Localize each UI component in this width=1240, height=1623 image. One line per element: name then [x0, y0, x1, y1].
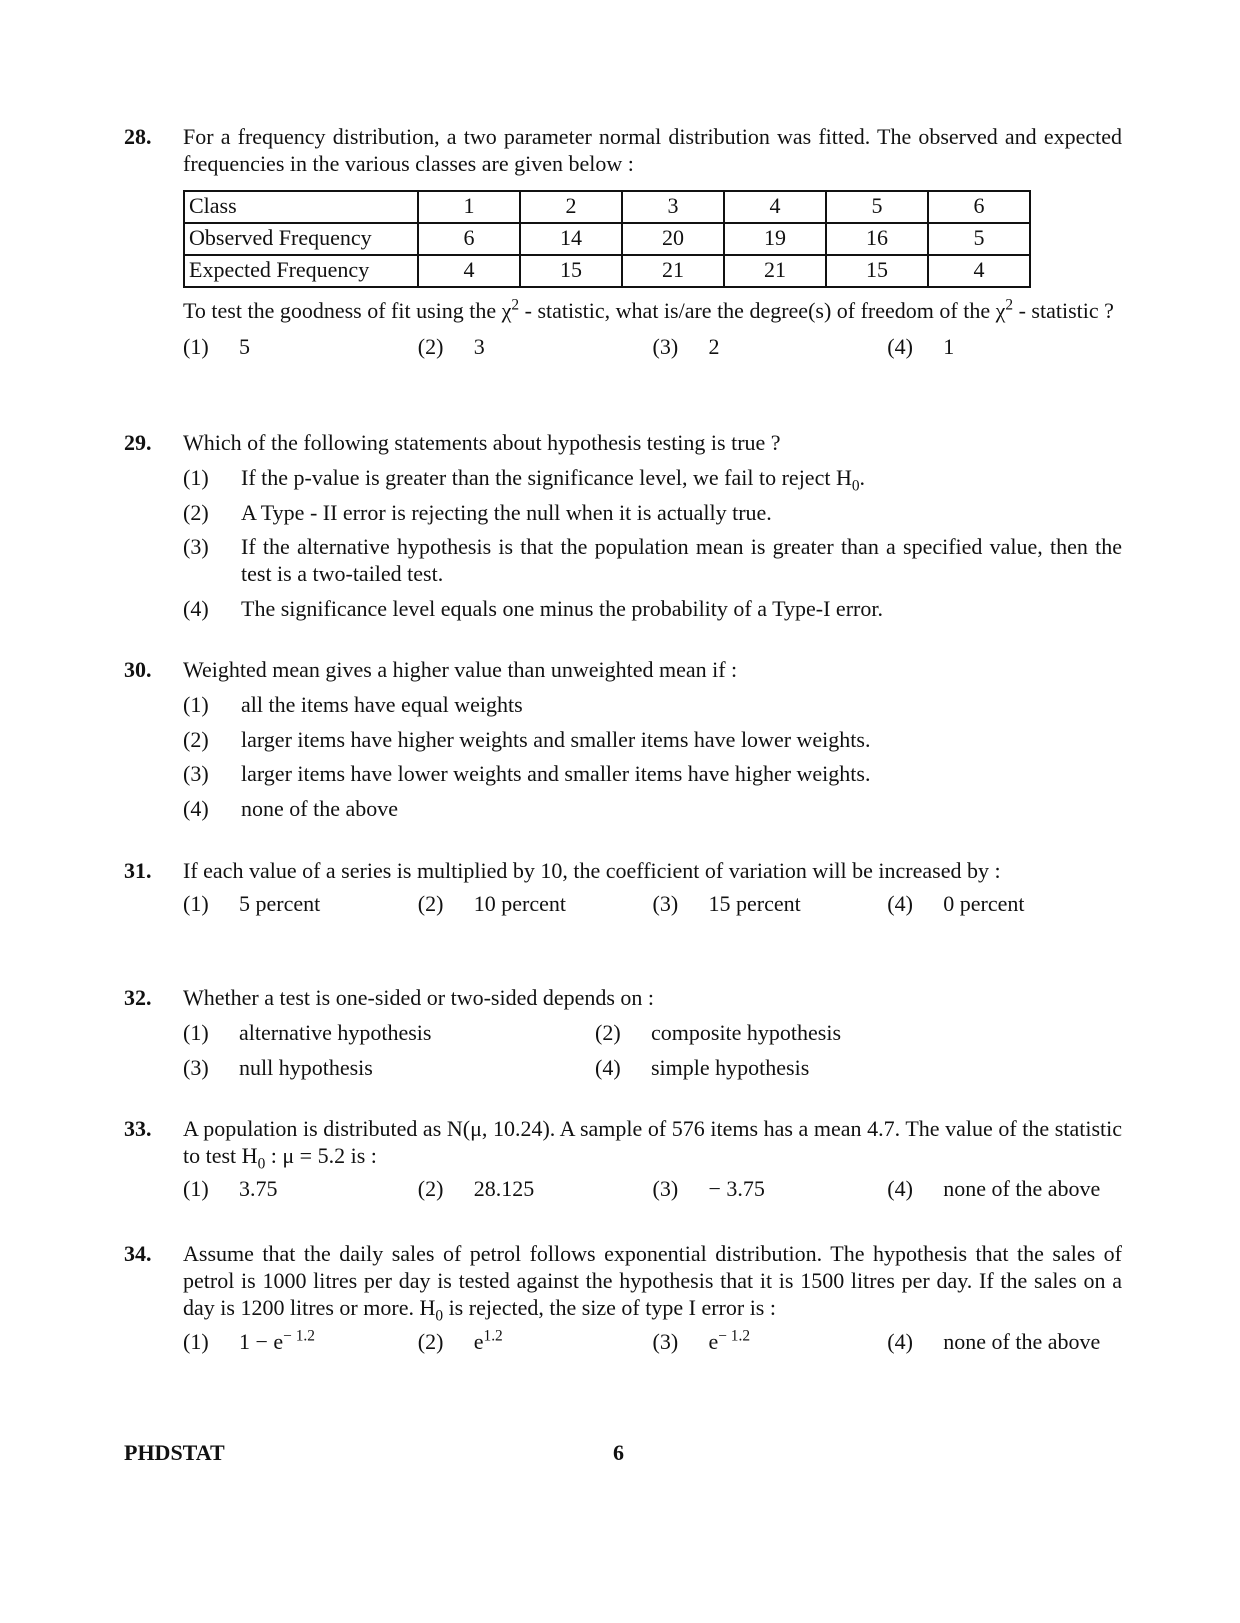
- superscript: − 1.2: [283, 1328, 315, 1346]
- text-segment: A population is distributed as N(μ, 10.24). A sample of 576 items has a mean 4.7. The value of the statistic to test H: [183, 1116, 1122, 1168]
- question-31: [124, 858, 1122, 918]
- option-text: 3: [473, 334, 485, 360]
- question-number: 30.: [124, 657, 152, 682]
- text-segment: none of the above: [943, 1329, 1101, 1355]
- option-text: 0 percent: [943, 890, 1025, 916]
- superscript: 1.2: [483, 1328, 503, 1346]
- option-4[interactable]: [183, 796, 1122, 823]
- text-segment: is rejected, the size of type I error is :: [443, 1294, 776, 1320]
- option-text: 5 percent: [239, 890, 321, 916]
- row-label: Observed Frequency: [184, 223, 418, 255]
- option-number: (1): [183, 1175, 209, 1201]
- option-number: (3): [183, 1054, 209, 1080]
- question-number: 31.: [124, 858, 152, 883]
- option-number: (3): [652, 334, 679, 360]
- option-4[interactable]: [183, 596, 1122, 623]
- option-number: (4): [887, 1175, 913, 1201]
- text-segment: : μ = 5.2 is :: [265, 1142, 377, 1168]
- option-number: (2): [417, 334, 444, 360]
- option-number: (2): [183, 726, 209, 752]
- option-3[interactable]: [183, 761, 1122, 788]
- option-number: (1): [183, 691, 209, 717]
- option-number: (1): [183, 464, 209, 490]
- option-number: (1): [183, 890, 209, 916]
- option-text: 28.125: [473, 1175, 535, 1201]
- option-2[interactable]: [418, 891, 653, 918]
- table-cell: 20: [622, 223, 724, 255]
- option-number: (1): [183, 1329, 209, 1355]
- question-34: [124, 1241, 1122, 1356]
- option-number: (2): [417, 1329, 444, 1355]
- option-number: (2): [417, 1175, 444, 1201]
- text-segment: - statistic, what is/are the degree(s) of freedom of the χ: [519, 297, 1006, 323]
- option-text: none of the above: [943, 1175, 1101, 1201]
- option-number: (4): [183, 796, 209, 822]
- subscript: 0: [257, 1155, 266, 1173]
- option-4[interactable]: [887, 1329, 1122, 1356]
- option-3[interactable]: [183, 534, 1122, 588]
- text-segment: To test the goodness of fit using the χ: [183, 297, 512, 323]
- table-cell: 21: [724, 255, 826, 287]
- options-row: [183, 1055, 1122, 1082]
- option-number: (3): [652, 890, 679, 916]
- option-number: (4): [887, 334, 913, 360]
- text-segment: - statistic ?: [1013, 297, 1114, 323]
- table-cell: 4: [418, 255, 520, 287]
- text-segment: e: [473, 1329, 484, 1355]
- subscript: 0: [851, 477, 860, 495]
- question-text: Which of the following statements about hypothesis testing is true ?: [183, 430, 781, 455]
- option-text: 15 percent: [708, 890, 801, 916]
- text-segment: If the p-value is greater than the significance level, we fail to reject H: [241, 464, 852, 490]
- option-2[interactable]: [418, 1176, 653, 1203]
- question-28: [124, 124, 1122, 361]
- table-cell: 4: [724, 191, 826, 223]
- option-1[interactable]: [183, 1329, 418, 1356]
- option-3[interactable]: [653, 334, 888, 361]
- option-number: (3): [652, 1329, 679, 1355]
- row-label: Class: [184, 191, 418, 223]
- option-3[interactable]: [653, 1176, 888, 1203]
- question-text: For a frequency distribution, a two parameter normal distribution was fitted. The observed and expected frequencies in the various classes are given below :: [183, 124, 1122, 176]
- option-number: (1): [183, 334, 209, 360]
- option-3[interactable]: [183, 1055, 595, 1082]
- table-row: [184, 223, 1030, 255]
- table-cell: 5: [928, 223, 1030, 255]
- option-text: [239, 1329, 315, 1356]
- option-number: (4): [887, 1329, 913, 1355]
- table-cell: 15: [826, 255, 928, 287]
- option-4[interactable]: [595, 1055, 1007, 1082]
- text-segment: 1 − e: [239, 1329, 284, 1355]
- option-3[interactable]: [653, 1329, 888, 1356]
- question-text: [183, 1241, 1122, 1325]
- option-1[interactable]: [183, 464, 1122, 495]
- superscript: 2: [1005, 296, 1014, 314]
- options-row: [183, 1176, 1122, 1203]
- table-cell: 14: [520, 223, 622, 255]
- option-text: − 3.75: [708, 1175, 765, 1201]
- options-row: [183, 1020, 1122, 1047]
- option-text: The significance level equals one minus the probability of a Type-I error.: [241, 596, 883, 622]
- option-3[interactable]: [653, 891, 888, 918]
- option-text: larger items have higher weights and smaller items have lower weights.: [241, 726, 871, 752]
- option-2[interactable]: [418, 1329, 653, 1356]
- option-text: none of the above: [241, 796, 398, 822]
- table-row: [184, 255, 1030, 287]
- option-4[interactable]: [887, 334, 1122, 361]
- subscript: 0: [435, 1307, 444, 1325]
- superscript: 2: [511, 296, 520, 314]
- table-cell: 2: [520, 191, 622, 223]
- option-text: 3.75: [239, 1175, 278, 1201]
- superscript: − 1.2: [718, 1328, 751, 1346]
- option-4[interactable]: [887, 1176, 1122, 1203]
- table-cell: 6: [418, 223, 520, 255]
- question-text-continued: [183, 298, 1122, 325]
- table-cell: 3: [622, 191, 724, 223]
- text-segment: .: [859, 464, 866, 490]
- option-text: simple hypothesis: [651, 1054, 810, 1080]
- table-cell: 16: [826, 223, 928, 255]
- option-text: 1: [943, 334, 955, 360]
- option-number: (1): [183, 1019, 209, 1045]
- option-text: [241, 464, 1122, 495]
- question-text: Whether a test is one-sided or two-sided depends on :: [183, 985, 655, 1010]
- table-cell: 15: [520, 255, 622, 287]
- option-text: 5: [239, 334, 250, 360]
- question-text: If each value of a series is multiplied by 10, the coefficient of variation will be increased by :: [183, 858, 1001, 883]
- option-number: (2): [183, 499, 209, 525]
- table-cell: 5: [826, 191, 928, 223]
- options-row: [183, 334, 1122, 361]
- table-cell: 1: [418, 191, 520, 223]
- question-33: [124, 1116, 1122, 1202]
- option-number: (4): [595, 1054, 621, 1080]
- option-2[interactable]: [183, 500, 1122, 527]
- table-row: [184, 191, 1030, 223]
- option-1[interactable]: [183, 334, 418, 361]
- option-text: larger items have lower weights and smaller items have higher weights.: [241, 761, 871, 787]
- question-text: Weighted mean gives a higher value than unweighted mean if :: [183, 657, 738, 682]
- page-number: 6: [613, 1440, 624, 1465]
- option-2[interactable]: [183, 727, 1122, 754]
- question-number: 33.: [124, 1116, 152, 1141]
- paper-code: PHDSTAT: [124, 1440, 225, 1465]
- question-29: [124, 430, 1122, 623]
- option-number: (4): [183, 596, 209, 622]
- frequency-table: [183, 190, 1031, 288]
- option-4[interactable]: [887, 891, 1122, 918]
- option-1[interactable]: [183, 891, 418, 918]
- question-number: 29.: [124, 430, 152, 455]
- table-cell: 6: [928, 191, 1030, 223]
- option-number: (3): [183, 761, 209, 787]
- question-number: 28.: [124, 124, 152, 149]
- option-number: (2): [595, 1019, 621, 1045]
- option-text: If the alternative hypothesis is that the population mean is greater than a specified value, then the test is a two-tailed test.: [241, 534, 1122, 587]
- option-text: 10 percent: [473, 890, 566, 916]
- table-cell: 21: [622, 255, 724, 287]
- option-2[interactable]: [595, 1020, 1007, 1047]
- option-text: [709, 1329, 751, 1356]
- option-text: A Type - II error is rejecting the null when it is actually true.: [241, 499, 772, 525]
- text-segment: e: [708, 1329, 719, 1355]
- option-number: (2): [417, 890, 444, 916]
- option-number: (4): [887, 890, 913, 916]
- question-number: 34.: [124, 1241, 152, 1266]
- option-text: alternative hypothesis: [239, 1019, 432, 1045]
- option-1[interactable]: [183, 1176, 418, 1203]
- option-text: composite hypothesis: [651, 1019, 842, 1045]
- option-text: all the items have equal weights: [241, 691, 523, 717]
- option-number: (3): [652, 1175, 679, 1201]
- question-32: [124, 985, 1122, 1081]
- question-number: 32.: [124, 985, 152, 1010]
- option-2[interactable]: [418, 334, 653, 361]
- options-row: [183, 891, 1122, 918]
- question-30: [124, 657, 1122, 823]
- option-text: 2: [708, 334, 720, 360]
- option-text: [474, 1329, 503, 1356]
- option-number: (3): [183, 534, 209, 560]
- row-label: Expected Frequency: [184, 255, 418, 287]
- table-cell: 4: [928, 255, 1030, 287]
- option-1[interactable]: [183, 692, 1122, 719]
- option-text: [943, 1329, 1100, 1356]
- table-cell: 19: [724, 223, 826, 255]
- option-text: null hypothesis: [239, 1054, 373, 1080]
- text-segment: Assume that the daily sales of petrol follows exponential distribution. The hypothesis that the sales of petrol is 1000 litres per day is tested against the hypothesis that it is 1500 litres per day. If the sales on a day is 1200 litres or more. H: [183, 1241, 1122, 1320]
- options-row: [183, 1329, 1122, 1356]
- option-1[interactable]: [183, 1020, 595, 1047]
- question-text: [183, 1116, 1122, 1173]
